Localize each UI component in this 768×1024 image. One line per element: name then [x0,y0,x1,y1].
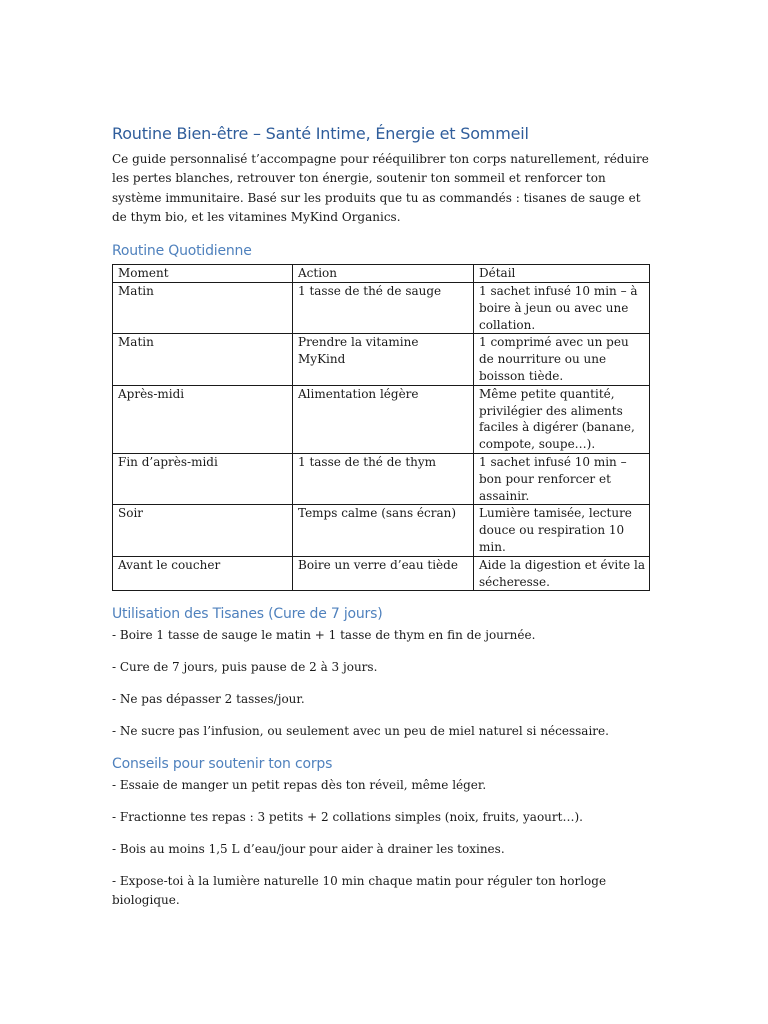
cell-detail: Aide la digestion et évite la sécheresse. [474,556,650,591]
cell-action: Temps calme (sans écran) [293,505,474,556]
table-row [113,556,650,591]
cell-action: Boire un verre d’eau tiède [293,556,474,591]
table-header-row [113,265,650,283]
list-item: - Essaie de manger un petit repas dès ton réveil, même léger. [112,778,487,793]
tisanes-heading: Utilisation des Tisanes (Cure de 7 jours) [112,606,383,623]
cell-action: Prendre la vitamine MyKind [293,334,474,385]
document-title: Routine Bien-être – Santé Intime, Énergie et Sommeil [112,124,529,143]
list-item: - Bois au moins 1,5 L d’eau/jour pour aider à drainer les toxines. [112,842,505,857]
cell-moment: Fin d’après-midi [113,453,293,504]
table-row [113,453,650,504]
cell-moment: Avant le coucher [113,556,293,591]
header-moment: Moment [113,265,293,283]
list-item: - Boire 1 tasse de sauge le matin + 1 tasse de thym en fin de journée. [112,628,536,643]
table-row [113,334,650,385]
routine-section [112,241,652,591]
list-item: - Expose-toi à la lumière naturelle 10 min chaque matin pour réguler ton horloge biologique. [112,874,607,908]
list-item: - Fractionne tes repas : 3 petits + 2 collations simples (noix, fruits, yaourt…). [112,810,583,825]
conseils-heading: Conseils pour soutenir ton corps [112,756,333,773]
cell-action: 1 tasse de thé de thym [293,453,474,504]
tisanes-section [112,604,652,741]
document-page [112,122,652,923]
cell-moment: Après-midi [113,385,293,453]
intro-paragraph: Ce guide personnalisé t’accompagne pour rééquilibrer ton corps naturellement, réduire les pertes blanches, retrouver ton énergie, soutenir ton sommeil et renforcer ton système immunitaire. Basé sur les produits que tu as commandés : tisanes de sauge et de thym bio, et les vitamines MyKind Organics. [112,152,649,224]
conseils-section [112,754,652,910]
routine-heading: Routine Quotidienne [112,243,252,260]
table-row [113,505,650,556]
cell-detail: 1 sachet infusé 10 min – à boire à jeun ou avec une collation. [474,282,650,333]
list-item: - Ne pas dépasser 2 tasses/jour. [112,692,305,707]
cell-detail: 1 sachet infusé 10 min – bon pour renforcer et assainir. [474,453,650,504]
table-row [113,282,650,333]
list-item: - Cure de 7 jours, puis pause de 2 à 3 jours. [112,660,378,675]
cell-action: 1 tasse de thé de sauge [293,282,474,333]
cell-detail: 1 comprimé avec un peu de nourriture ou une boisson tiède. [474,334,650,385]
cell-detail: Lumière tamisée, lecture douce ou respiration 10 min. [474,505,650,556]
table-row [113,385,650,453]
cell-detail: Même petite quantité, privilégier des aliments faciles à digérer (banane, compote, soupe…). [474,385,650,453]
routine-table [112,264,650,591]
header-detail: Détail [474,265,650,283]
cell-action: Alimentation légère [293,385,474,453]
cell-moment: Soir [113,505,293,556]
cell-moment: Matin [113,334,293,385]
cell-moment: Matin [113,282,293,333]
header-action: Action [293,265,474,283]
list-item: - Ne sucre pas l’infusion, ou seulement avec un peu de miel naturel si nécessaire. [112,724,609,739]
